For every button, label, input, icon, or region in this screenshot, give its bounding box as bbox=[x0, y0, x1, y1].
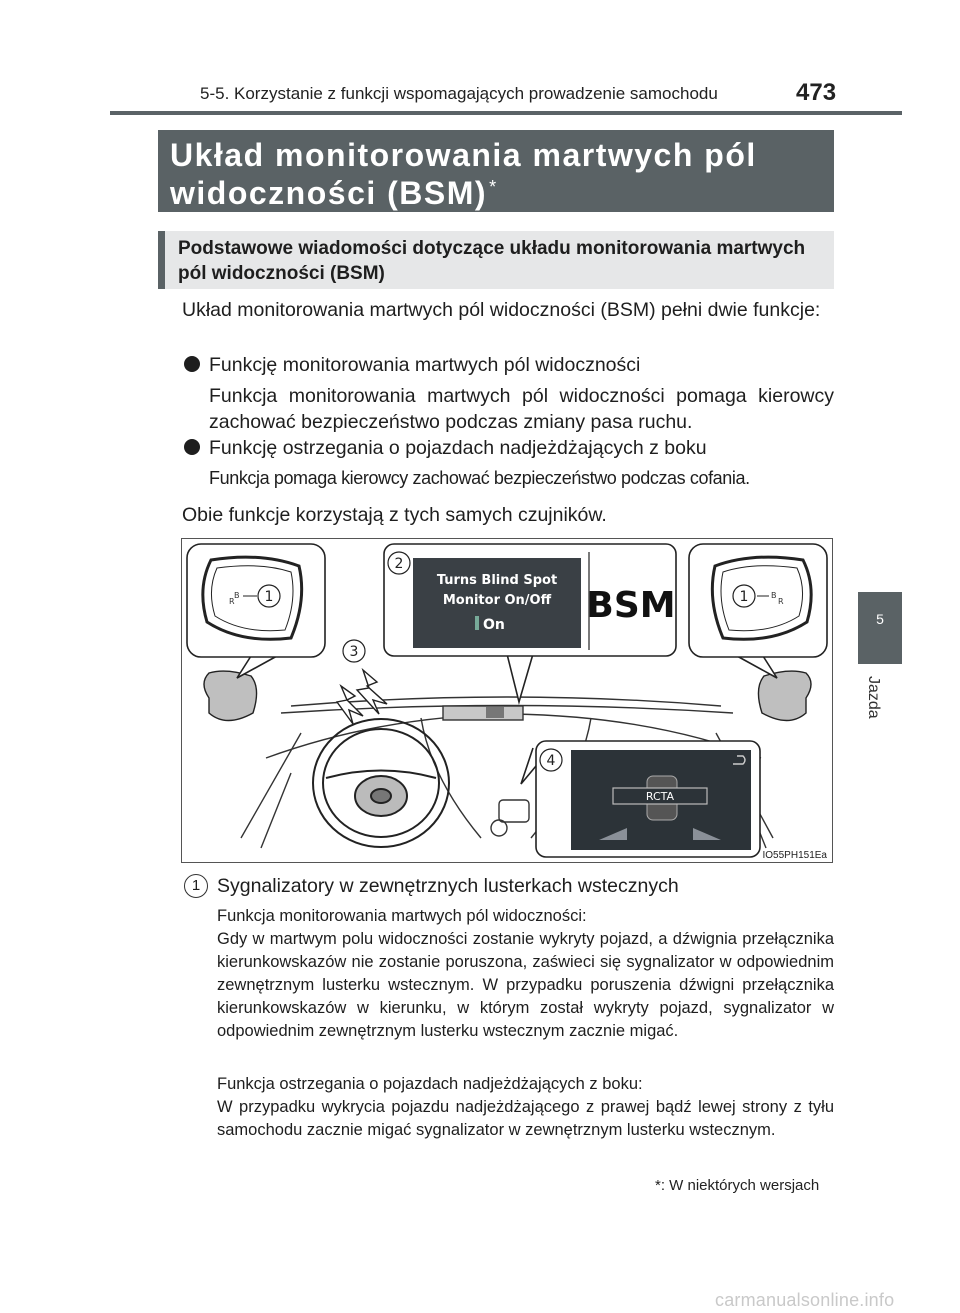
para2-title: Funkcja ostrzegania o pojazdach nadjeżdżających z boku: bbox=[217, 1075, 643, 1093]
subheading-text: Podstawowe wiadomości dotyczące układu monitorowania martwych pól widoczności (BSM) bbox=[178, 238, 806, 284]
bsm-label: BSM bbox=[586, 585, 676, 626]
bullet-2-heading: Funkcję ostrzegania o pojazdach nadjeżdżających z boku bbox=[209, 437, 707, 459]
intro-text: Układ monitorowania martwych pól widoczności (BSM) pełni dwie funkcje: bbox=[182, 299, 821, 321]
para1-body: Gdy w martwym polu widoczności zostanie wykryty pojazd, a dźwignia przełącznika kierunkowskazów nie zostanie poruszona, zaświeci się sygnalizator w odpowiednim zewnętrznym lusterku wstecznym. W przypadku poruszenia dźwigni przełącznika kierunkowskazów w kierunku, w którym został wykryty pojazd, sygnalizator w odpowiednim zewnętrznym lusterku wstecznym zacznie migać. bbox=[217, 930, 834, 1040]
screen-line-1: Turns Blind Spot bbox=[436, 573, 558, 588]
screen-on-label: On bbox=[483, 617, 505, 633]
bullet-dot-icon bbox=[184, 439, 200, 455]
bsm-illustration bbox=[181, 538, 833, 863]
svg-text:R: R bbox=[229, 597, 235, 606]
callout-marker-1-right: 1 bbox=[739, 589, 749, 605]
bullet-1 bbox=[184, 352, 640, 378]
callout-marker-1-left: 1 bbox=[264, 589, 274, 605]
bullet-1-description: Funkcja monitorowania martwych pól widoczności pomaga kierowcy zachować bezpieczeństwo podczas zmiany pasa ruchu. bbox=[209, 385, 834, 433]
svg-text:B: B bbox=[234, 591, 240, 600]
bullet-1-heading: Funkcję monitorowania martwych pól widoczności bbox=[209, 354, 641, 376]
callout-number-badge: 1 bbox=[184, 874, 208, 898]
callout-marker-3: 3 bbox=[349, 644, 359, 660]
subheading bbox=[158, 231, 834, 289]
subheading-bar bbox=[158, 231, 165, 289]
chapter-tab: 5 bbox=[858, 592, 902, 664]
rcta-function-paragraph bbox=[217, 1073, 834, 1142]
title-footnote-mark: * bbox=[489, 177, 498, 197]
blind-spot-function-paragraph bbox=[217, 905, 834, 1043]
page-title-text: Układ monitorowania martwych pól widoczności (BSM) bbox=[170, 137, 757, 211]
rcta-label: RCTA bbox=[645, 790, 675, 803]
watermark: carmanualsonline.info bbox=[715, 1290, 895, 1310]
bullet-2 bbox=[184, 435, 707, 461]
illustration-code: IO55PH151Ea bbox=[762, 850, 827, 861]
para2-body: W przypadku wykrycia pojazdu nadjeżdżającego z prawej bądź lewej strony z tyłu samochodu zacznie migać sygnalizator w zewnętrznym lusterku wstecznym. bbox=[217, 1098, 834, 1139]
callout-heading: Sygnalizatory w zewnętrznych lusterkach wstecznych bbox=[217, 875, 679, 897]
screen-line-2: Monitor On/Off bbox=[442, 593, 552, 608]
footnote: *: W niektórych wersjach bbox=[655, 1177, 820, 1194]
rcta-display-inset bbox=[521, 741, 760, 857]
page-title bbox=[158, 130, 834, 212]
bullet-dot-icon bbox=[184, 356, 200, 372]
bullet-2-description: Funkcja pomaga kierowcy zachować bezpieczeństwo podczas cofania. bbox=[209, 468, 750, 488]
svg-text:B: B bbox=[771, 591, 777, 600]
section-header: 5-5. Korzystanie z funkcji wspomagających prowadzenie samochodu bbox=[200, 84, 718, 103]
outro-text: Obie funkcje korzystają z tych samych czujników. bbox=[182, 504, 607, 526]
page-number: 473 bbox=[796, 79, 837, 106]
svg-text:R: R bbox=[778, 597, 784, 606]
callout-marker-2: 2 bbox=[394, 556, 404, 572]
callout-marker-4: 4 bbox=[546, 753, 556, 769]
chapter-label: Jazda bbox=[865, 676, 882, 719]
para1-title: Funkcja monitorowania martwych pól widoczności: bbox=[217, 907, 587, 925]
header-rule bbox=[110, 111, 902, 115]
